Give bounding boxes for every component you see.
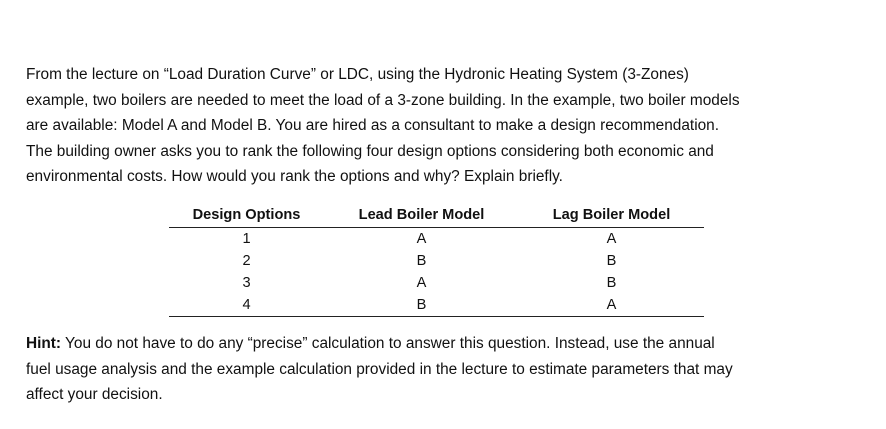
hint-paragraph [26, 331, 838, 408]
table-row [169, 228, 704, 251]
table-header-row [169, 202, 704, 228]
cell-lead-model: B [416, 253, 427, 269]
hint-line-3: affect your decision. [26, 386, 163, 403]
question-line-3: are available: Model A and Model B. You are hired as a consultant to make a design recommendation. [26, 117, 720, 134]
hint-line-2: fuel usage analysis and the example calculation provided in the lecture to estimate parameters that may [26, 360, 733, 378]
hint-text: You do not have to do any “precise” calculation to answer this question. Instead, use the annual [61, 335, 715, 352]
table-row [169, 250, 704, 272]
table-row [169, 294, 704, 317]
cell-lag-model: A [606, 231, 617, 247]
cell-lag-model: A [519, 294, 704, 317]
cell-lead-model: B [324, 294, 519, 317]
cell-lag-model: B [606, 275, 617, 291]
cell-option: 2 [242, 253, 251, 269]
table-row [169, 272, 704, 294]
question-line-5: environmental costs. How would you rank the options and why? Explain briefly. [26, 168, 563, 185]
header-lead-boiler-model: Lead Boiler Model [324, 202, 519, 228]
question-line-2: example, two boilers are needed to meet the load of a 3-zone building. In the example, two boiler models [26, 91, 740, 109]
cell-lead-model: A [416, 275, 427, 291]
cell-lead-model: A [416, 231, 427, 247]
cell-option: 4 [169, 294, 324, 317]
design-options-table [169, 202, 704, 317]
question-line-4: The building owner asks you to rank the following four design options considering both economic and [26, 142, 714, 160]
question-paragraph [26, 62, 838, 190]
cell-option: 1 [242, 231, 251, 247]
hint-label: Hint: [26, 335, 62, 352]
cell-lag-model: B [606, 253, 617, 269]
hint-line-1 [26, 331, 838, 357]
question-line-1: From the lecture on “Load Duration Curve” or LDC, using the Hydronic Heating System (3-Zones) [26, 66, 689, 83]
header-design-options: Design Options [169, 202, 324, 228]
cell-option: 3 [242, 275, 251, 291]
header-lag-boiler-model: Lag Boiler Model [519, 202, 704, 228]
